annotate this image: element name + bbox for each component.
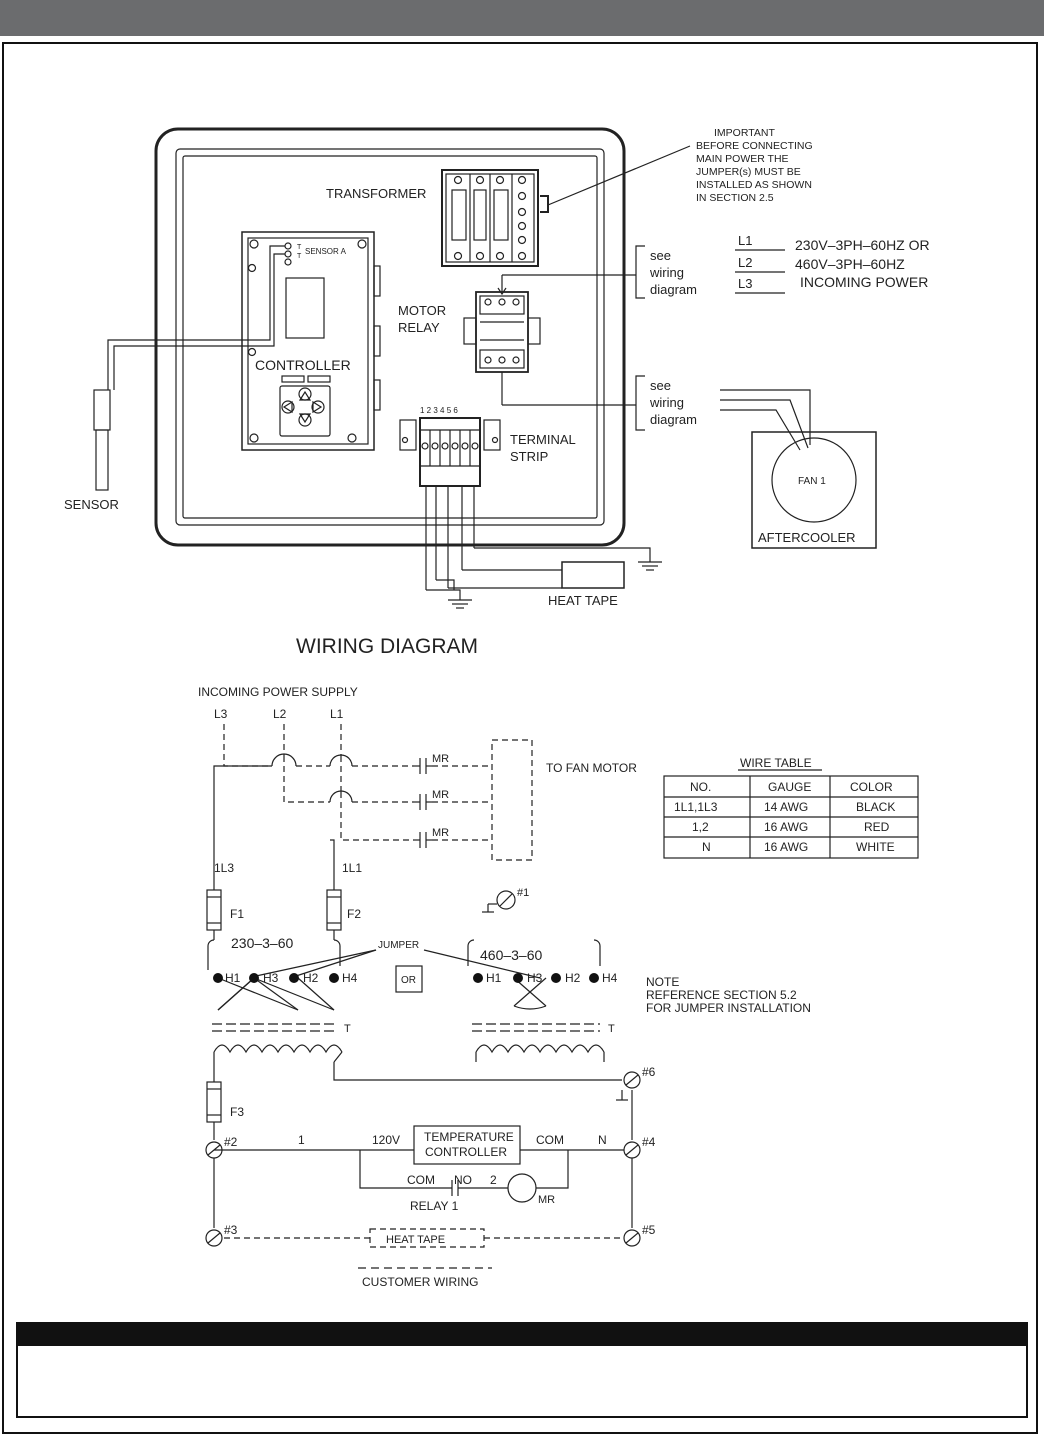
fan-label: FAN 1 [798,476,826,487]
heat-tape-label: HEAT TAPE [386,1234,446,1246]
wiring-diagram-title: WIRING DIAGRAM [296,635,478,658]
t-label: T [297,244,302,251]
h4-label: H4 [342,971,358,985]
h3-label: H3 [263,971,279,985]
v120-label: 120V [372,1133,401,1147]
table-header: COLOR [850,780,893,794]
l1-label: L1 [330,707,344,721]
table-header: GAUGE [768,780,812,794]
to-fan-motor-label: TO FAN MOTOR [546,761,637,775]
note-line: IN SECTION 2.5 [696,192,774,204]
terminal-screws [206,1072,640,1246]
v230-label: 230–3–60 [231,935,294,951]
relay-label: RELAY [398,320,440,335]
table-cell: RED [864,820,890,834]
com-label: COM [536,1133,564,1147]
sensor-label: SENSOR [64,497,119,512]
relay-com-label: COM [407,1173,435,1187]
line-crossovers [272,754,432,848]
heat-tape-label: HEAT TAPE [548,593,618,608]
f3-label: F3 [230,1105,245,1119]
footer-box [16,1346,1028,1418]
temp-controller-label: CONTROLLER [425,1145,508,1159]
motor-relay [464,275,636,405]
table-cell: N [702,840,711,854]
table-cell: BLACK [856,800,896,814]
transformer-cores [212,1024,604,1062]
see-label: see [650,248,671,263]
note-line: JUMPER(s) MUST BE [696,166,801,178]
controller [242,232,380,450]
l2-label: L2 [273,707,287,721]
table-cell: 16 AWG [764,820,809,834]
l3-label: L3 [738,276,753,291]
ground-1-label: #1 [517,887,530,899]
controller-label: CONTROLLER [255,357,351,373]
aftercooler-label: AFTERCOOLER [758,530,856,545]
terminal-2-label: #2 [224,1135,238,1149]
or-label: OR [401,975,416,986]
terminal-5-label: #5 [642,1223,656,1237]
diagram-label: diagram [650,282,697,297]
note-line: IMPORTANT [714,127,775,139]
table-cell: 14 AWG [764,800,809,814]
l2-label: L2 [738,255,753,270]
incoming-power-label: INCOMING POWER [800,274,929,290]
diagram-label: diagram [650,412,697,427]
incoming-power-lines [224,724,532,860]
table-cell: 16 AWG [764,840,809,854]
f2-label: F2 [347,907,362,921]
h1-label: H1 [486,971,502,985]
h4-label: H4 [602,971,618,985]
transformer [442,170,548,266]
mr-contact-label: MR [432,827,450,839]
mr-contact-label: MR [432,789,450,801]
l3-label: L3 [214,707,228,721]
relay-no-label: NO [454,1173,472,1187]
wiring-label: wiring [650,265,684,280]
wire-table-title: WIRE TABLE [740,756,812,770]
table-cell: 1L1,1L3 [674,800,718,814]
ground-screw-1 [482,891,515,912]
terminal-6-label: #6 [642,1065,656,1079]
jumper-label: JUMPER [378,940,420,951]
terminal-4-label: #4 [642,1135,656,1149]
table-header: NO. [690,780,712,794]
v460-label: 460–3–60 [480,947,543,963]
relay-1-label: RELAY 1 [410,1199,459,1213]
wiring-label: wiring [650,395,684,410]
customer-wiring-label: CUSTOMER WIRING [362,1275,479,1289]
table-cell: 1,2 [692,820,709,834]
t-label: T [608,1023,615,1035]
table-cell: WHITE [856,840,895,854]
power-230-label: 230V–3PH–60HZ OR [795,237,930,253]
h3-label: H3 [527,971,543,985]
motor-label: MOTOR [398,303,447,318]
see-label: see [650,378,671,393]
t-label: T [297,253,302,260]
terminal-3-label: #3 [224,1223,238,1237]
note-reference: REFERENCE SECTION 5.2 [646,988,797,1002]
mr-coil-label: MR [538,1194,556,1206]
important-note [548,127,813,205]
terminal-label: TERMINAL [510,432,576,447]
power-460-label: 460V–3PH–60HZ [795,256,905,272]
terminal-numbers: 1 2 3 4 5 6 [420,406,458,415]
1l3-label: 1L3 [214,861,235,875]
note-line: MAIN POWER THE [696,153,789,165]
strip-label: STRIP [510,449,549,464]
temperature-label: TEMPERATURE [424,1130,514,1144]
note-line: BEFORE CONNECTING [696,140,813,152]
fuses [207,890,341,940]
t-label: T [344,1023,351,1035]
f1-label: F1 [230,907,245,921]
transformer-label: TRANSFORMER [326,186,427,201]
l1-label: L1 [738,233,753,248]
h2-label: H2 [565,971,581,985]
note-line: INSTALLED AS SHOWN [696,179,812,191]
note-title: NOTE [646,975,680,989]
incoming-power-supply: INCOMING POWER SUPPLY [198,685,358,699]
mr-contact-label: MR [432,753,450,765]
relay-2-label: 2 [490,1173,497,1187]
h1-label: H1 [225,971,241,985]
sensor-a-label: SENSOR A [305,247,346,256]
footer-bar [16,1322,1028,1346]
1l1-label: 1L1 [342,861,363,875]
n-label: N [598,1133,607,1147]
wire-1-label: 1 [298,1133,305,1147]
note-jumper: FOR JUMPER INSTALLATION [646,1001,811,1015]
h2-label: H2 [303,971,319,985]
